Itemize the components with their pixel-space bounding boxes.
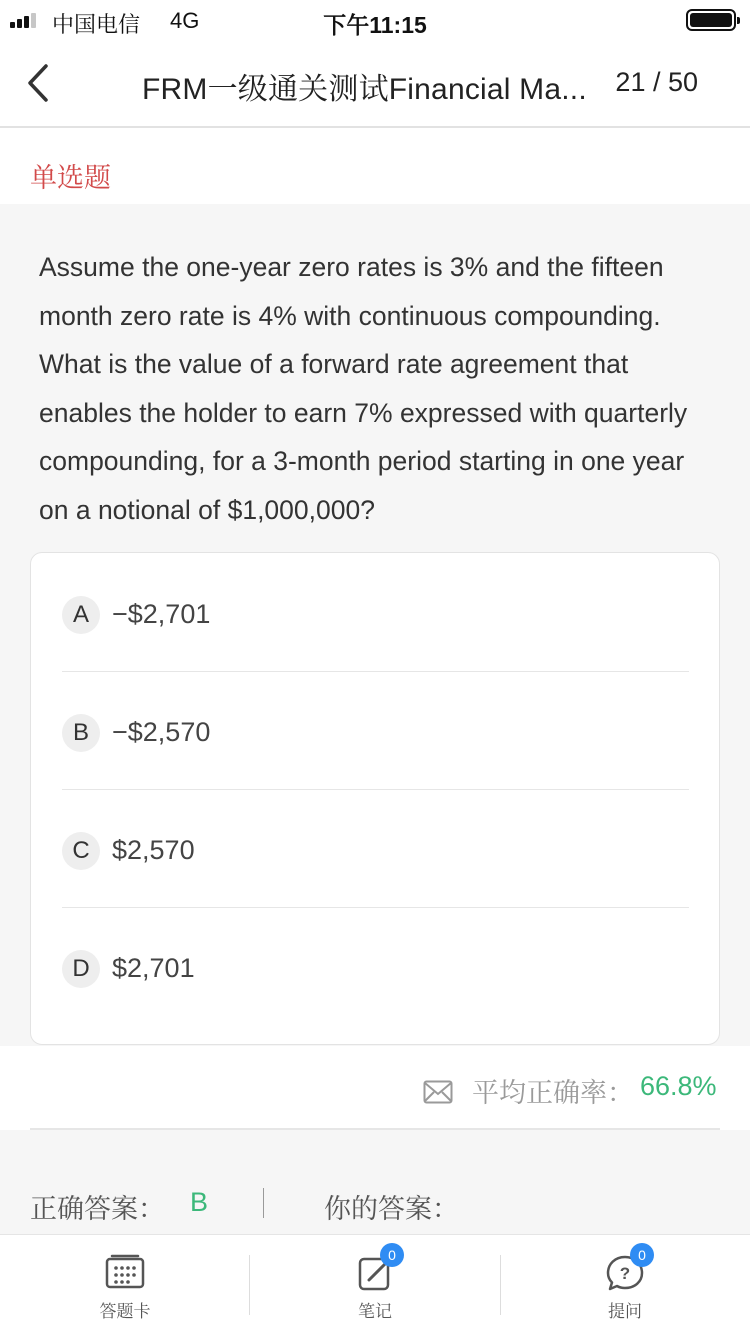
carrier-name: 中国电信 — [52, 12, 141, 37]
answer-row — [0, 1130, 750, 1234]
questions-count-badge: 0 — [630, 1243, 654, 1267]
chevron-left-icon — [18, 58, 62, 108]
tab-label: 答题卡 — [99, 1302, 151, 1321]
svg-text:?: ? — [619, 1264, 631, 1283]
answer-card-icon — [104, 1253, 146, 1293]
tab-ask-question[interactable] — [500, 1235, 750, 1335]
correct-answer-label: 正确答案： — [30, 1194, 165, 1224]
tab-label: 笔记 — [358, 1302, 392, 1321]
correct-answer-value: B — [190, 1187, 209, 1217]
tab-answer-card[interactable] — [0, 1235, 250, 1335]
tab-label: 提问 — [608, 1302, 642, 1321]
status-time: 下午11:15 — [323, 12, 427, 38]
option-letter-badge: D — [62, 950, 100, 988]
option-text: −$2,701 — [112, 599, 211, 629]
nav-bar — [0, 40, 750, 128]
your-answer-label: 你的答案： — [324, 1194, 459, 1224]
battery-icon — [686, 9, 736, 31]
mail-icon[interactable] — [423, 1080, 453, 1104]
option-letter-badge: A — [62, 596, 100, 634]
question-progress: 21 / 50 — [615, 67, 698, 97]
question-type-label: 单选题 — [30, 163, 111, 193]
option-text: $2,701 — [112, 953, 195, 983]
tab-notes[interactable] — [250, 1235, 500, 1335]
question-type-row — [0, 142, 750, 204]
accuracy-row — [0, 1046, 750, 1128]
option-text: $2,570 — [112, 835, 195, 865]
notes-count-badge: 0 — [380, 1243, 404, 1267]
network-type: 4G — [170, 8, 200, 33]
answer-separator — [263, 1188, 264, 1218]
accuracy-value: 66.8% — [640, 1071, 717, 1101]
options-card — [30, 552, 720, 1045]
bottom-tab-bar — [0, 1234, 750, 1335]
status-bar — [0, 0, 750, 40]
option-a[interactable] — [62, 553, 689, 672]
option-letter-badge: C — [62, 832, 100, 870]
question-text: Assume the one-year zero rates is 3% and the fifteen month zero rate is 4% with continuous compounding. What is the value of a forward rate agreement that enables the holder to earn 7% expressed with quarterly compounding, for a 3-month period starting in one year on a notional of $1,000,000? — [39, 252, 688, 525]
back-button[interactable] — [18, 58, 62, 108]
option-c[interactable] — [62, 789, 689, 908]
option-b[interactable] — [62, 671, 689, 790]
option-text: −$2,570 — [112, 717, 211, 747]
page-title: FRM一级通关测试Financial Ma... — [142, 73, 587, 106]
option-letter-badge: B — [62, 714, 100, 752]
option-d[interactable] — [62, 907, 689, 1025]
accuracy-label: 平均正确率： — [472, 1078, 634, 1108]
